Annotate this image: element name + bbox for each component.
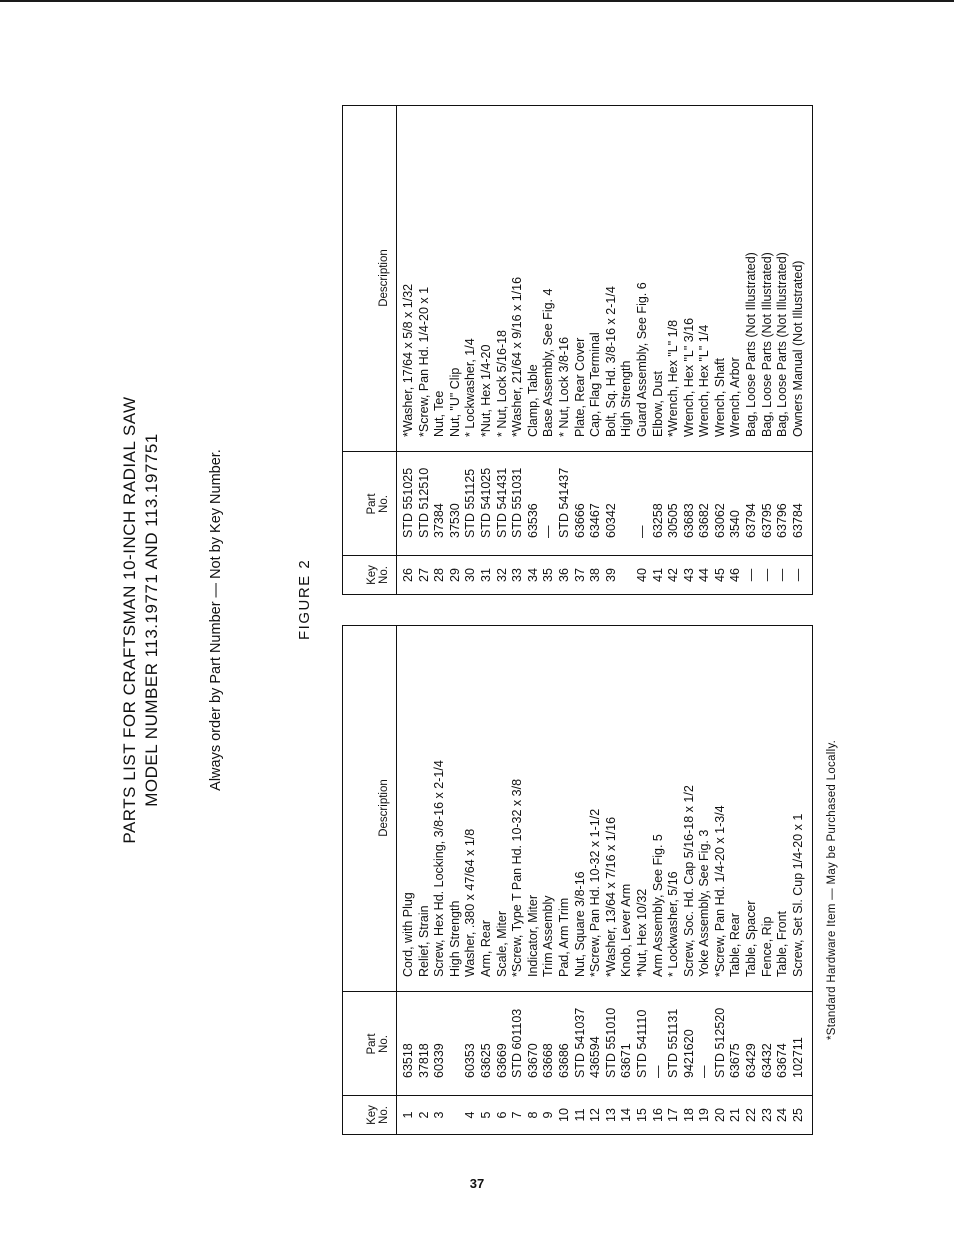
key-cell: 26 [401, 568, 415, 582]
description-cell: Washer, .380 x 47/64 x 1/8 [463, 828, 478, 977]
key-cell: 40 [634, 568, 649, 582]
description-cell: Cap, Flag Terminal [588, 332, 603, 437]
table-row [510, 106, 526, 594]
top-rule [0, 0, 954, 2]
description-cell: Nut, Tee [432, 390, 447, 437]
table-row [401, 626, 417, 1134]
description-cell: Trim Assembly [541, 895, 556, 977]
table-row [604, 626, 620, 1134]
part-number-cell: 63429 [744, 1043, 759, 1078]
description-cell: Knob, Lever Arm [619, 883, 634, 977]
description-cell: * Lockwasher, 5/16 [666, 871, 681, 977]
table-row [495, 106, 511, 594]
part-number-cell: STD 541437 [556, 467, 571, 538]
part-number-cell: 63536 [525, 503, 540, 538]
table-row [448, 626, 464, 1134]
description-cell: Elbow, Dust [650, 370, 665, 437]
description-cell: *Screw, Pan Hd. 1/4-20 x 1 [416, 286, 431, 437]
key-cell: 23 [759, 1108, 774, 1122]
part-number-cell: 60339 [432, 1043, 447, 1078]
key-cell: 25 [790, 1108, 805, 1122]
description-cell: Bolt, Sq. Hd. 3/8-16 x 2-1/4 [603, 286, 618, 437]
key-cell: 46 [728, 568, 743, 582]
table-row [760, 626, 776, 1134]
description-cell: *Wrench, Hex "L" 1/8 [666, 319, 681, 437]
description-cell: Wrench, Shaft [712, 358, 727, 437]
part-number-cell: 37384 [432, 503, 447, 538]
part-number-cell: 63432 [759, 1043, 774, 1078]
key-cell: 8 [525, 1111, 540, 1119]
part-header: Part No. [366, 493, 390, 515]
table-row [682, 106, 698, 594]
table-row [479, 626, 495, 1134]
part-number-cell: STD 551125 [463, 468, 478, 538]
description-cell: *Washer, 13/64 x 7/16 x 1/16 [603, 816, 618, 977]
key-cell: 7 [510, 1111, 525, 1119]
part-number-cell: 63669 [494, 1043, 509, 1078]
table-row [666, 106, 682, 594]
description-cell: * Nut, Lock 5/16-18 [494, 329, 509, 437]
key-cell: 10 [556, 1108, 571, 1122]
table-row [573, 106, 589, 594]
key-cell: 12 [588, 1108, 603, 1122]
key-cell: — [744, 568, 759, 582]
key-cell: 35 [541, 568, 556, 582]
part-number-cell: 63682 [697, 503, 712, 538]
key-cell: 1 [401, 1111, 415, 1119]
table-row [541, 106, 557, 594]
description-cell: Table, Rear [728, 913, 743, 977]
key-cell: 38 [588, 568, 603, 582]
table-row [417, 626, 433, 1134]
table-row [791, 626, 807, 1134]
description-cell: High Strength [619, 360, 634, 437]
part-number-cell: 63671 [619, 1043, 634, 1078]
key-header: Key No. [366, 565, 390, 585]
key-cell: 5 [478, 1111, 493, 1119]
table-row [775, 106, 791, 594]
description-cell: * Lockwasher, 1/4 [463, 338, 478, 437]
part-number-cell: 63686 [556, 1043, 571, 1078]
part-number-cell: STD 551025 [401, 467, 415, 538]
description-cell: Screw, Set Sl. Cup 1/4-20 x 1 [790, 813, 805, 977]
table-header [343, 626, 397, 1134]
table-row [432, 626, 448, 1134]
description-cell: High Strength [447, 900, 462, 977]
table-row [728, 626, 744, 1134]
key-cell: 30 [463, 568, 478, 582]
part-number-cell: STD 541037 [572, 1007, 587, 1078]
description-cell: Bag, Loose Parts (Not Illustrated) [759, 252, 774, 437]
key-cell: 42 [666, 568, 681, 582]
description-cell: Nut, Square 3/8-16 [572, 871, 587, 977]
key-cell: 18 [681, 1108, 696, 1122]
table-row [713, 626, 729, 1134]
description-cell: Fence, Rip [759, 916, 774, 977]
table-row [760, 106, 776, 594]
table-row [463, 106, 479, 594]
part-number-cell: 63518 [401, 1043, 415, 1078]
part-number-cell: 60353 [463, 1043, 478, 1078]
table-row [744, 106, 760, 594]
description-cell: Cord, with Plug [401, 892, 415, 977]
part-number-cell: 63666 [572, 503, 587, 538]
part-number-cell: 63258 [650, 503, 665, 538]
key-cell: 31 [478, 568, 493, 582]
part-number-cell: 63784 [790, 503, 805, 538]
table-row [526, 106, 542, 594]
description-cell: Wrench, Arbor [728, 357, 743, 437]
table-row [728, 106, 744, 594]
key-cell: 43 [681, 568, 696, 582]
description-cell: Guard Assembly, See Fig. 6 [634, 282, 649, 437]
description-cell: Plate, Rear Cover [572, 337, 587, 437]
key-cell: 9 [541, 1111, 556, 1119]
key-cell: — [790, 568, 805, 582]
key-cell: 21 [728, 1108, 743, 1122]
key-cell: 28 [432, 568, 447, 582]
description-cell: Bag, Loose Parts (Not Illustrated) [744, 252, 759, 437]
key-cell: — [775, 568, 790, 582]
description-cell: Wrench, Hex "L" 1/4 [697, 324, 712, 437]
part-number-cell: 37818 [416, 1043, 431, 1078]
table-header [343, 106, 397, 594]
parts-table-left [342, 625, 813, 1135]
key-cell: 2 [416, 1111, 431, 1119]
description-cell: Table, Front [775, 910, 790, 977]
part-number-cell: 63670 [525, 1043, 540, 1078]
table-row [791, 106, 807, 594]
table-row [666, 626, 682, 1134]
table-row [744, 626, 760, 1134]
part-number-cell: STD 601103 [510, 1008, 525, 1078]
table-body [401, 106, 806, 594]
description-cell: Wrench, Hex "L" 3/16 [681, 317, 696, 437]
description-cell: Arm, Rear [478, 920, 493, 977]
key-cell: 34 [525, 568, 540, 582]
part-number-cell: 436594 [588, 1036, 603, 1078]
key-cell: 33 [510, 568, 525, 582]
description-cell: *Screw, Pan Hd. 1/4-20 x 1-3/4 [712, 805, 727, 977]
part-number-cell: — [697, 1065, 712, 1078]
key-cell: 39 [603, 568, 618, 582]
description-cell: Base Assembly, See Fig. 4 [541, 288, 556, 437]
key-cell: 32 [494, 568, 509, 582]
part-number-cell: — [541, 525, 556, 538]
part-number-cell: 3540 [728, 510, 743, 538]
table-row [588, 626, 604, 1134]
key-cell: 29 [447, 568, 462, 582]
part-number-cell: STD 551010 [603, 1007, 618, 1078]
table-row [573, 626, 589, 1134]
table-row [510, 626, 526, 1134]
description-cell: Nut, "U" Clip [447, 367, 462, 437]
part-number-cell: — [650, 1065, 665, 1078]
description-cell: Indicator, Miter [525, 895, 540, 977]
description-cell: *Washer, 21/64 x 9/16 x 1/16 [510, 276, 525, 437]
key-cell: 22 [744, 1108, 759, 1122]
part-number-cell: 63625 [478, 1043, 493, 1078]
part-number-cell: 63467 [588, 503, 603, 538]
description-cell: Screw, Soc. Hd. Cap 5/16-18 x 1/2 [681, 785, 696, 977]
part-number-cell: 63062 [712, 503, 727, 538]
parts-table-right [342, 105, 813, 595]
table-row [619, 106, 635, 594]
table-row [417, 106, 433, 594]
table-body [401, 626, 806, 1134]
key-cell: 20 [712, 1108, 727, 1122]
key-cell: — [759, 568, 774, 582]
page-number: 37 [469, 1176, 485, 1191]
description-header: Description [378, 779, 390, 837]
table-row [651, 106, 667, 594]
description-cell: Arm Assembly, See Fig. 5 [650, 834, 665, 977]
part-number-cell: 30505 [666, 503, 681, 538]
part-number-cell: 63674 [775, 1043, 790, 1078]
description-cell: * Nut, Lock 3/8-16 [556, 336, 571, 437]
key-cell: 17 [666, 1108, 681, 1122]
key-cell: 45 [712, 568, 727, 582]
table-row [619, 626, 635, 1134]
table-row [697, 626, 713, 1134]
table-row [463, 626, 479, 1134]
key-cell: 36 [556, 568, 571, 582]
rotated-page-content [100, 70, 860, 1170]
description-cell: Table, Spacer [744, 900, 759, 977]
part-number-cell: 63795 [759, 503, 774, 538]
key-cell: 4 [463, 1111, 478, 1119]
key-cell: 19 [697, 1108, 712, 1122]
table-row [541, 626, 557, 1134]
key-cell: 37 [572, 568, 587, 582]
part-number-cell: STD 512520 [712, 1007, 727, 1078]
title-line-1: PARTS LIST FOR CRAFTSMAN 10-INCH RADIAL SAW [120, 396, 139, 844]
table-row [401, 106, 417, 594]
table-row [604, 106, 620, 594]
table-row [557, 106, 573, 594]
description-cell: Pad, Arm Trim [556, 897, 571, 977]
table-row [697, 106, 713, 594]
description-header: Description [378, 249, 390, 307]
table-row [448, 106, 464, 594]
part-number-cell: STD 551131 [666, 1008, 681, 1078]
key-cell: 15 [634, 1108, 649, 1122]
description-cell: Scale, Miter [494, 911, 509, 977]
description-cell: *Nut, Hex 10/32 [634, 888, 649, 977]
figure-label: FIGURE 2 [296, 558, 313, 640]
part-number-cell: 9421620 [681, 1029, 696, 1078]
table-row [682, 626, 698, 1134]
part-number-cell: 37530 [447, 503, 462, 538]
description-cell: *Washer, 17/64 x 5/8 x 1/32 [401, 283, 415, 437]
part-number-cell: 63683 [681, 503, 696, 538]
order-note: Always order by Part Number — Not by Key Number. [208, 449, 224, 791]
description-cell: Bag, Loose Parts (Not Illustrated) [775, 252, 790, 437]
part-number-cell: 60342 [603, 503, 618, 538]
part-number-cell: STD 541431 [494, 467, 509, 538]
table-row [651, 626, 667, 1134]
footnote: *Standard Hardware Item — May be Purchased Locally. [826, 739, 838, 1040]
description-cell: *Screw, Pan Hd. 10-32 x 1-1/2 [588, 808, 603, 977]
key-cell: 41 [650, 568, 665, 582]
key-cell: 24 [775, 1108, 790, 1122]
key-cell: 44 [697, 568, 712, 582]
part-number-cell: 63796 [775, 503, 790, 538]
description-cell: Clamp, Table [525, 364, 540, 437]
table-row [713, 106, 729, 594]
table-row [635, 106, 651, 594]
part-number-cell: STD 551031 [510, 467, 525, 538]
key-cell: 11 [572, 1108, 587, 1122]
table-row [432, 106, 448, 594]
table-row [495, 626, 511, 1134]
table-row [775, 626, 791, 1134]
part-number-cell: 63794 [744, 503, 759, 538]
table-row [588, 106, 604, 594]
table-row [526, 626, 542, 1134]
part-number-cell: STD 512510 [416, 467, 431, 538]
key-header: Key No. [366, 1105, 390, 1125]
part-number-cell: STD 541110 [634, 1009, 649, 1078]
key-cell: 14 [619, 1108, 634, 1122]
description-cell: *Screw, Type T Pan Hd. 10-32 x 3/8 [510, 778, 525, 977]
description-cell: Relief, Strain [416, 905, 431, 977]
key-cell: 16 [650, 1108, 665, 1122]
part-number-cell: — [634, 525, 649, 538]
key-cell: 27 [416, 568, 431, 582]
part-number-cell: 63668 [541, 1043, 556, 1078]
table-row [557, 626, 573, 1134]
key-cell: 6 [494, 1111, 509, 1119]
table-row [635, 626, 651, 1134]
key-cell: 13 [603, 1108, 618, 1122]
title-line-2: MODEL NUMBER 113.19771 AND 113.197751 [142, 433, 161, 807]
table-row [479, 106, 495, 594]
description-cell: *Nut, Hex 1/4-20 [478, 344, 493, 437]
part-number-cell: 63675 [728, 1043, 743, 1078]
description-cell: Owners Manual (Not Illustrated) [790, 260, 805, 437]
part-header: Part No. [366, 1033, 390, 1055]
description-cell: Screw, Hex Hd. Locking, 3/8-16 x 2-1/4 [432, 760, 447, 977]
key-cell: 3 [432, 1111, 447, 1119]
part-number-cell: 102711 [790, 1037, 805, 1078]
part-number-cell: STD 541025 [478, 467, 493, 538]
description-cell: Yoke Assembly, See Fig. 3 [697, 829, 712, 977]
